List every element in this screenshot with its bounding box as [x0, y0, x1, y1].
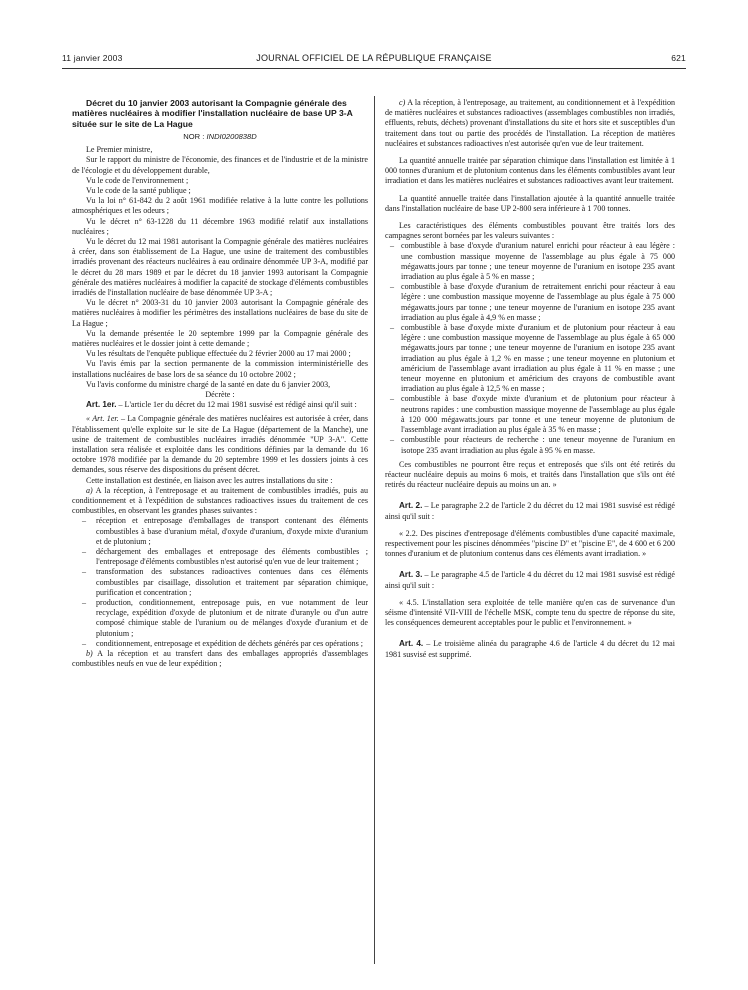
list-item: – réception et entreposage d'emballages de transport contenant des éléments combustibles à base d'uranium métal, d'oxyde d'uranium, d'oxyde mixte d'uranium et de plutonium ; [72, 516, 368, 547]
preamble-line: Sur le rapport du ministre de l'économie, des finances et de l'industrie et de la ministre de l'écologie et du développement durable, [72, 155, 368, 175]
list-item: – combustible à base d'oxyde d'uranium naturel enrichi pour réacteur à eau légère : une combustion massique moyenne de l'assemblage au plus égale à 75 000 mégawatts.jours par tonne ; une teneur moyenne de l'uranium en isotope 235 avant irradiation au plus égale à 5 % en masse ; [385, 241, 675, 282]
phases-list [72, 516, 368, 649]
article-1-quote [72, 414, 368, 475]
column-divider [374, 96, 375, 964]
decree-title: Décret du 10 janvier 2003 autorisant la Compagnie générale des matières nucléaires à modifier l'installation nucléaire de base UP 3-A située sur le site de La Hague [72, 98, 353, 129]
article-1-label: Art. 1er. [86, 400, 117, 410]
item-c-text: A la réception, à l'entreposage, au traitement, au conditionnement et à l'expédition de matières nucléaires et substances radioactives (assemblages combustibles non irradiés, effluents, rebuts, déchets) provenant d'installations du site et hors site et susceptibles d'un traitement dans tout ou partie des procédés de l'installation. La réception de matières nucléaires et substances radioactives n'est autorisée qu'en vue de leur traitement. [385, 98, 675, 148]
list-item: – combustible à base d'oxyde mixte d'uranium et de plutonium pour réacteur à eau légère : une combustion massique moyenne de l'assemblage au plus égale à 65 000 mégawatts.jours par tonne ; une teneur moyenne de l'uranium en isotope 235 avant irradiation au plus égale à 1,2 % en masse ; une teneur moyenne en plutonium et américium de l'assemblage avant irradiation au plus égale à 11 % en masse ; une teneur moyenne en plutonium et américium des crayons de combustible avant irradiation au plus égale à 12,5 % en masse ; [385, 323, 675, 394]
characteristics-intro: Les caractéristiques des éléments combustibles pouvant être traités lors des campagnes seront bornées par les valeurs suivantes : [385, 221, 675, 241]
page-number: 621 [671, 53, 686, 63]
nor-reference [72, 132, 368, 142]
item-a-label: a) [86, 485, 93, 495]
list-item: – combustible à base d'oxyde d'uranium de retraitement enrichi pour réacteur à eau légère : une combustion massique moyenne de l'assemblage au plus égale à 75 000 mégawatts.jours par tonne ; une teneur moyenne de l'uranium en isotope 235 avant irradiation au plus égale à 4,9 % en masse ; [385, 282, 675, 323]
right-column [385, 98, 675, 660]
list-item: – production, conditionnement, entreposage puis, en vue notamment de leur recyclage, expédition d'oxyde de plutonium et de nitrate d'uranyle ou d'un autre composé chimique stable de l'uranium ou de mélanges d'oxyde d'uranium et de plutonium ; [72, 598, 368, 639]
preamble-line: Vu le décret n° 63-1228 du 11 décembre 1963 modifié relatif aux installations nucléaires ; [72, 216, 368, 236]
item-b [72, 649, 368, 669]
item-b-label: b) [86, 649, 93, 659]
left-column [72, 98, 368, 669]
item-c-label: c) [399, 98, 406, 107]
journal-title: JOURNAL OFFICIEL DE LA RÉPUBLIQUE FRANÇAISE [256, 53, 492, 63]
page-header [62, 53, 686, 67]
article-3-text: – Le paragraphe 4.5 de l'article 4 du décret du 12 mai 1981 susvisé est rédigé ainsi qu'il suit : [385, 570, 675, 590]
article-2-quote: « 2.2. Des piscines d'entreposage d'éléments combustibles d'une capacité maximale, respectivement pour les piscines dénommées "piscine D" et "piscine E", de 4 600 et 6 200 tonnes d'uranium et de plutonium contenus dans ces éléments avant irradiation. » [385, 528, 675, 559]
nor-code: INDI0200838D [206, 131, 257, 141]
article-2-label: Art. 2. [399, 501, 423, 511]
article-4-text: – Le troisième alinéa du paragraphe 4.6 de l'article 4 du décret du 12 mai 1981 susvisé est supprimé. [385, 639, 675, 659]
fuels-list [385, 241, 675, 455]
preamble-line: Vu la loi n° 61-842 du 2 août 1961 modifiée relative à la lutte contre les pollutions atmosphériques et les odeurs ; [72, 196, 368, 216]
article-4 [385, 639, 675, 659]
item-a-text: A la réception, à l'entreposage et au traitement de combustibles irradiés, puis au conditionnement et à l'expédition de substances radioactives issues du traitement de ces combustibles, en observant les grandes phases suivantes : [72, 485, 368, 516]
item-a [72, 486, 368, 517]
article-1 [72, 400, 368, 410]
preamble-line: Vu la demande présentée le 20 septembre 1999 par la Compagnie générale des matières nucléaires et le dossier joint à cette demande ; [72, 328, 368, 348]
preamble-line: Vu le code de l'environnement ; [86, 175, 189, 185]
item-c [385, 98, 675, 149]
article-3-quote: « 4.5. L'installation sera exploitée de telle manière qu'en cas de survenance d'un séisme d'intensité VII-VIII de l'échelle MSK, compte tenu du spectre de réponse du site, les conséquences demeurent acceptables pour le public et l'environnement. » [385, 597, 675, 628]
preamble-line: Vu le décret n° 2003-31 du 10 janvier 2003 autorisant la Compagnie générale des matières nucléaires à modifier les périmètres des installations nucléaires de base du site de La Hague ; [72, 298, 368, 328]
preamble-line: Vu les résultats de l'enquête publique effectuée du 2 février 2000 au 17 mai 2000 ; [86, 349, 351, 359]
preamble-line: Vu l'avis émis par la section permanente de la commission interministérielle des installations nucléaires de base lors de sa séance du 10 octobre 2002 ; [72, 359, 368, 379]
header-date: 11 janvier 2003 [62, 53, 123, 63]
article-3-label: Art. 3. [399, 570, 423, 580]
installation-intro: Cette installation est destinée, en liaison avec les autres installations du site : [86, 475, 333, 485]
article-2-text: – Le paragraphe 2.2 de l'article 2 du décret du 12 mai 1981 susvisé est rédigé ainsi qu'il suit : [385, 501, 675, 521]
list-item: – transformation des substances radioactives contenues dans ces éléments combustibles par cisaillage, dissolution et traitement par séparation chimique, purification et concentration ; [72, 567, 368, 598]
article-3 [385, 570, 675, 590]
list-item: – combustible pour réacteurs de recherche : une teneur moyenne de l'uranium en isotope 235 avant irradiation au plus égale à 95 % en masse. [385, 435, 675, 455]
list-item: – combustible à base d'oxyde mixte d'uranium et de plutonium pour réacteur à neutrons rapides : une combustion massique moyenne de l'assemblage au plus égale à 120 000 mégawatts.jours par tonne et une teneur moyenne de plutonium de l'assemblage avant irradiation au plus égale à 35 % en masse ; [385, 394, 675, 435]
item-b-text: A la réception et au transfert dans des emballages appropriés d'assemblages combustibles neufs en vue de leur expédition ; [72, 649, 368, 669]
list-item: – conditionnement, entreposage et expédition de déchets générés par ces opérations ; [72, 639, 368, 649]
preamble-line: Vu le décret du 12 mai 1981 autorisant la Compagnie générale des matières nucléaires à créer, dans son établissement de La Hague, une usine de traitement des combustibles irradiés provenant des réacteurs nucléaires à eau ordinaire dénommée UP 3-A, modifié par le décret du 28 mars 1989 et par le décret du 18 janvier 1993 autorisant la Compagnie générale des matières nucléaires à modifier la capacité de stockage d'éléments combustibles irradiés de l'installation nucléaire de base dénommée UP 3-A ; [72, 236, 368, 297]
preamble-line: Le Premier ministre, [86, 145, 153, 155]
article-2 [385, 501, 675, 521]
preamble-line: Vu l'avis conforme du ministre chargé de la santé en date du 6 janvier 2003, [86, 379, 331, 389]
combustibles-note: Ces combustibles ne pourront être reçus et entreposés que s'ils ont été retirés du réacteur nucléaire depuis au moins 6 mois, et traités dans l'installation que s'ils ont été retirés du réacteur nucléaire depuis au moins un an. » [385, 459, 675, 490]
quantity-paragraph: La quantité annuelle traitée par séparation chimique dans l'installation est limitée à 1 000 tonnes d'uranium et de plutonium contenus dans les éléments combustibles avant leur irradiation et dans les matières nucléaires et substances radioactives avant leur traitement. [385, 156, 675, 186]
header-rule [62, 68, 686, 69]
nor-label: NOR : [183, 131, 205, 141]
article-1-text: – L'article 1er du décret du 12 mai 1981 susvisé est rédigé ainsi qu'il suit : [116, 400, 357, 410]
quantity-paragraph: La quantité annuelle traitée dans l'installation ajoutée à la quantité annuelle traitée dans l'installation nucléaire de base UP 2-800 sera inférieure à 1 700 tonnes. [385, 193, 675, 213]
article-1-quote-label: « Art. 1er. [86, 414, 119, 424]
decrete-heading: Décrète : [205, 389, 235, 399]
article-1-quote-text: – La Compagnie générale des matières nucléaires est autorisée à créer, dans l'établissement qu'elle exploite sur le site de La Hague (département de la Manche), une usine de traitement de combustibles nucléaires irradiés dénommée "UP 3-A". Cette installation sera réalisée et exploitée dans les conditions définies par la demande du 16 octobre 1978 modifiée par la demande du 20 septembre 1999 et les dossiers joints à ces demandes, sous réserve des dispositions du présent décret. [72, 414, 368, 475]
preamble-line: Vu le code de la santé publique ; [86, 185, 191, 195]
article-4-label: Art. 4. [399, 639, 424, 649]
list-item: – déchargement des emballages et entreposage des éléments combustibles ; l'entreposage d'éléments combustibles n'est autorisé qu'en vue de leur traitement ; [72, 547, 368, 567]
